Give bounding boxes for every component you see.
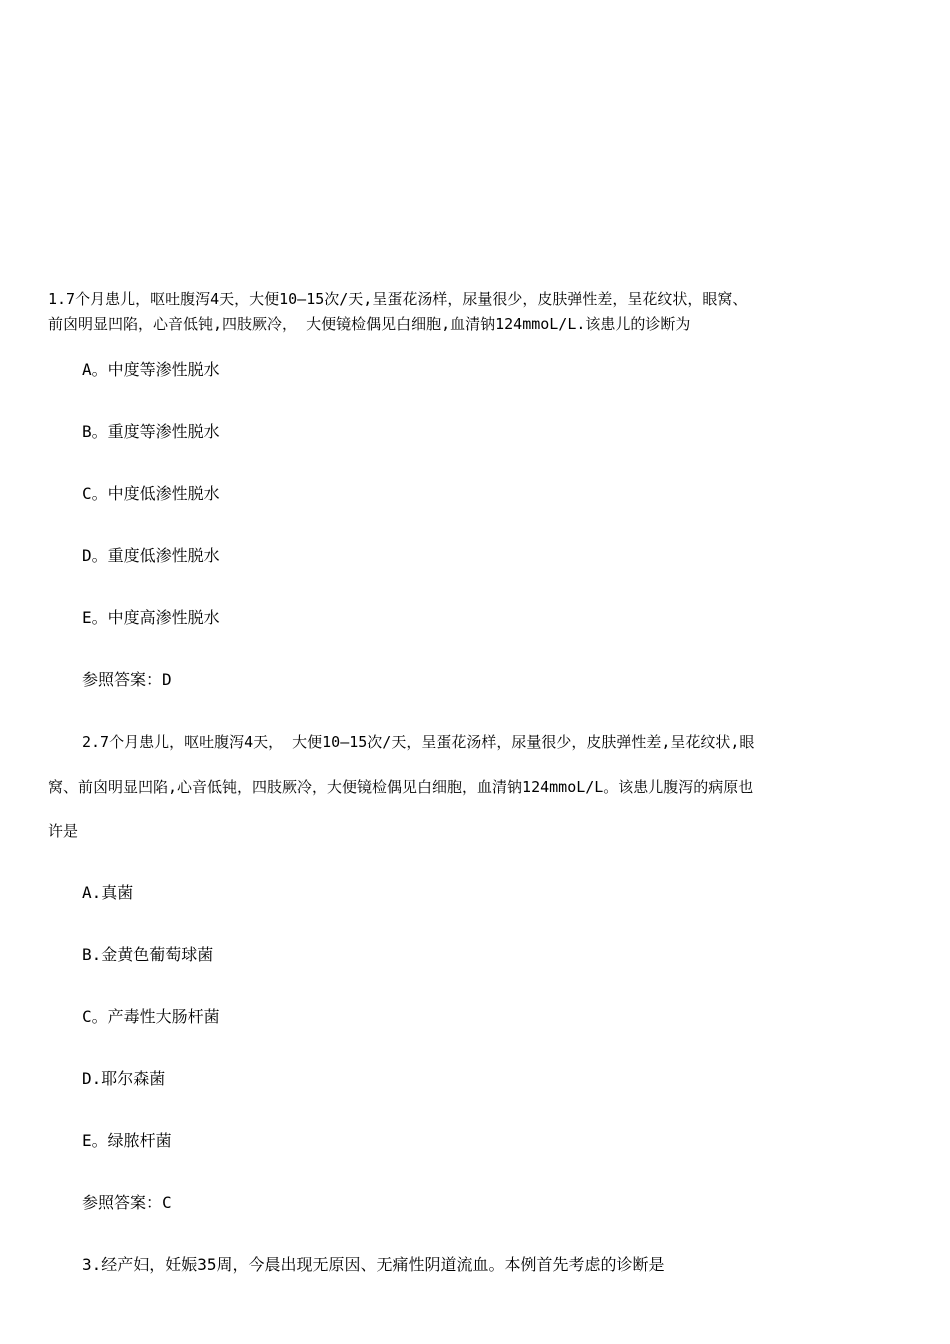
question-2-option-c: C。产毒性大肠杆菌 xyxy=(82,1007,220,1026)
question-1-option-e: E。中度高渗性脱水 xyxy=(82,608,220,627)
question-1-answer: 参照答案：D xyxy=(82,670,172,689)
question-2-answer: 参照答案：C xyxy=(82,1193,172,1212)
question-2-option-b: B.金黄色葡萄球菌 xyxy=(82,945,214,964)
question-2-stem-line-2: 窝、前囟明显凹陷,心音低钝，四肢厥冷，大便镜检偶见白细胞，血清钠124mmoL/L。该患儿腹泻的病原也 xyxy=(48,778,754,796)
question-1-option-a: A。中度等渗性脱水 xyxy=(82,360,220,379)
question-2-option-a: A.真菌 xyxy=(82,883,134,902)
question-1-option-b: B。重度等渗性脱水 xyxy=(82,422,220,441)
question-2-option-d: D.耶尔森菌 xyxy=(82,1069,166,1088)
question-1-option-d: D。重度低渗性脱水 xyxy=(82,546,220,565)
question-1-stem-line-2: 前囟明显凹陷，心音低钝,四肢厥冷， 大便镜检偶见白细胞,血清钠124mmoL/L.该患儿的诊断为 xyxy=(48,315,691,333)
question-1-option-c: C。中度低渗性脱水 xyxy=(82,484,220,503)
question-2-stem-line-3: 许是 xyxy=(48,822,79,840)
question-2-option-e: E。绿脓杆菌 xyxy=(82,1131,172,1150)
question-1-stem-line-1: 1.7个月患儿，呕吐腹泻4天，大便10—15次/天,呈蛋花汤样，尿量很少，皮肤弹性差，呈花纹状，眼窝、 xyxy=(48,290,748,308)
question-3-stem-line-1: 3.经产妇，妊娠35周，今晨出现无原因、无痛性阴道流血。本例首先考虑的诊断是 xyxy=(82,1255,665,1274)
question-2-stem-line-1: 2.7个月患儿，呕吐腹泻4天， 大便10—15次/天，呈蛋花汤样，尿量很少，皮肤弹性差,呈花纹状,眼 xyxy=(82,733,755,751)
